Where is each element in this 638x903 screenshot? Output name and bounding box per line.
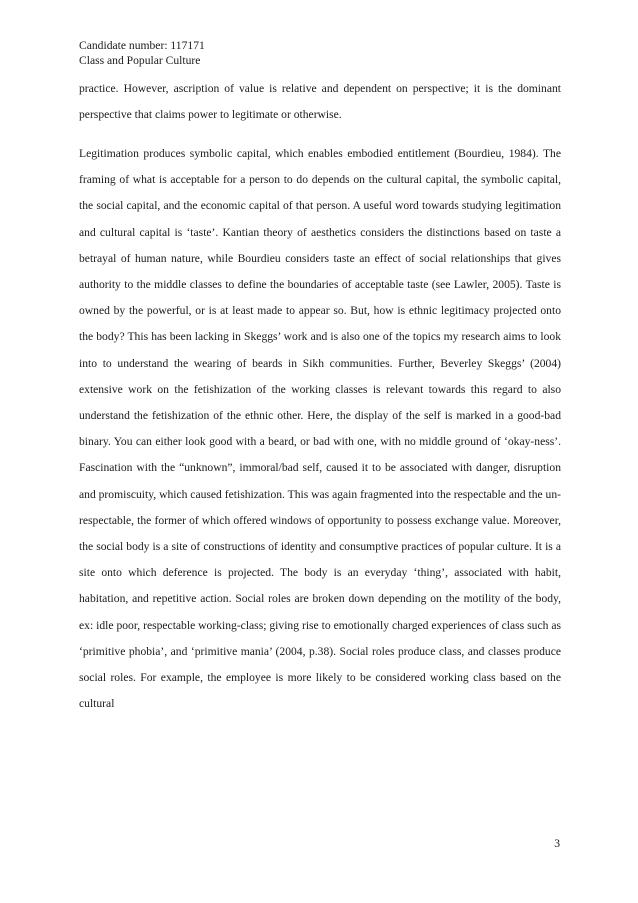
page-header (79, 38, 205, 68)
paragraph-1: practice. However, ascription of value is relative and dependent on perspective; it is the dominant perspective that claims power to legitimate or otherwise. (79, 82, 561, 122)
paragraph-2: Legitimation produces symbolic capital, which enables embodied entitlement (Bourdieu, 1984). The framing of what is acceptable for a person to do depends on the cultural capital, the symbolic capital, the social capital, and the economic capital of that person. A useful word towards studying legitimation and cultural capital is ‘taste’. Kantian theory of aesthetics considers the distinctions based on taste a betrayal of human nature, while Bourdieu considers taste an effect of social relationships that gives authority to the middle classes to define the boundaries of acceptable taste (see Lawler, 2005). Taste is owned by the powerful, or is at least made to appear so. But, how is ethnic legitimacy projected onto the body? This has been lacking in Skeggs’ work and is also one of the topics my research aims to look into to understand the wearing of beards in Sikh communities. Further, Beverley Skeggs’ (2004) extensive work on the fetishization of the working classes is relevant towards this regard to also understand the fetishization of the ethnic other. Here, the display of the self is marked in a good-bad binary. You can either look good with a beard, or bad with one, with no middle ground of ‘okay-ness’. Fascination with the “unknown”, immoral/bad self, caused it to be associated with danger, disruption and promiscuity, which caused fetishization. This was again fragmented into the respectable and the un-respectable, the former of which offered windows of opportunity to possess exchange value. Moreover, the social body is a site of constructions of identity and consumptive practices of popular culture. It is a site onto which deference is projected. The body is an everyday ‘thing’, associated with habit, habitation, and repetitive action. Social roles are broken down depending on the motility of the body, ex: idle poor, respectable working-class; giving rise to emotionally charged experiences of class such as ‘primitive phobia’, and ‘primitive mania’ (2004, p.38). Social roles produce class, and classes produce social roles. For example, the employee is more likely to be considered working class based on the cultural (79, 147, 561, 711)
candidate-number: Candidate number: 117171 (79, 39, 205, 52)
module-title: Class and Popular Culture (79, 54, 201, 67)
page-number: 3 (554, 837, 560, 850)
